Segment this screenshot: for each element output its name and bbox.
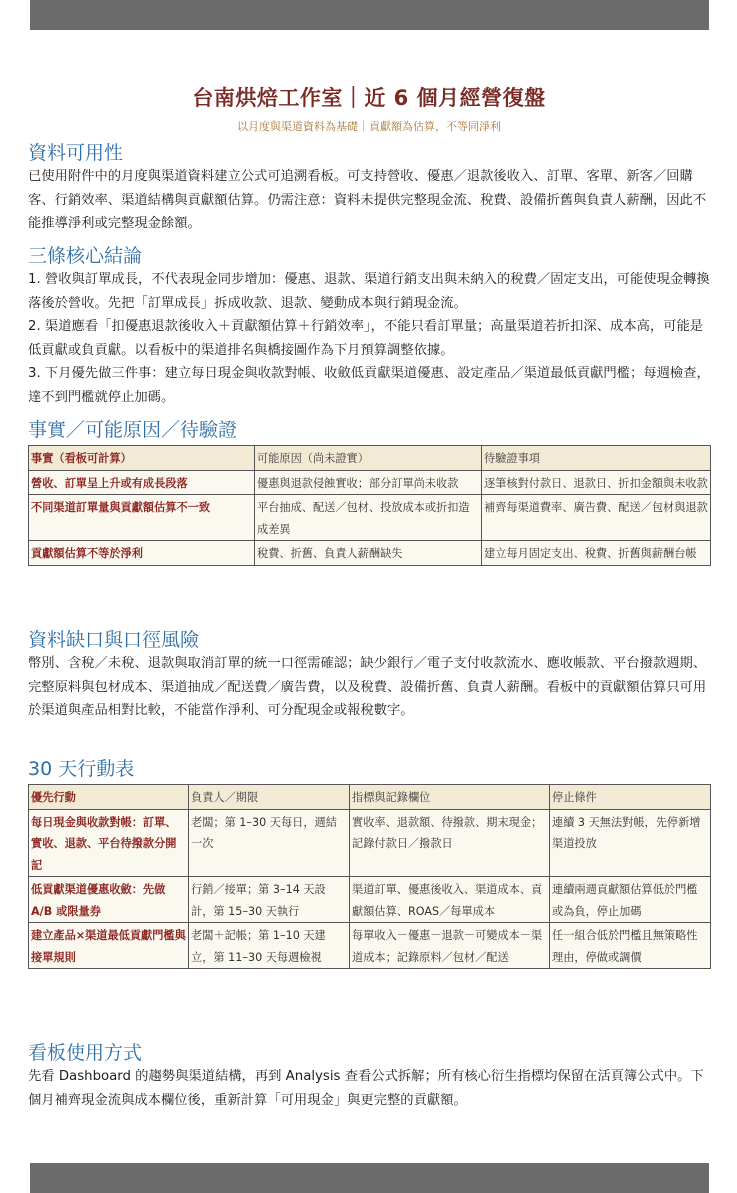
facts-heading: 事實／可能原因／待驗證: [28, 419, 238, 441]
conclusion-item: 1. 營收與訂單成長，不代表現金同步增加：優惠、退款、渠道行銷支出與未納入的稅費／固定支出，可能使現金轉換落後於營收。先把「訂單成長」拆成收款、退款、變動成本與行銷現金流。: [28, 272, 710, 311]
table-header-cell: 指標與記錄欄位: [350, 785, 550, 810]
table-header-cell: 待驗證事項: [482, 446, 711, 471]
actions-table: [28, 784, 711, 969]
table-cell: 任一組合低於門檻且無策略性理由，停做或調價: [550, 923, 711, 969]
document-page: [0, 30, 737, 1163]
table-cell: 老闆＋記帳；第 1–10 天建立，第 11–30 天每週檢視: [189, 923, 350, 969]
table-cell: 實收率、退款額、待撥款、期末現金；記錄付款日／撥款日: [350, 809, 550, 877]
table-cell: 連續 3 天無法對帳，先停新增渠道投放: [550, 809, 711, 877]
table-header-cell: 負責人／期限: [189, 785, 350, 810]
gaps-section: [28, 628, 710, 723]
table-header-cell: 事實（看板可計算）: [29, 446, 255, 471]
table-cell: 建立每月固定支出、稅費、折舊與薪酬台帳: [482, 541, 711, 566]
table-cell: 老闆；第 1–30 天每日，週結一次: [189, 809, 350, 877]
table-row: [29, 470, 711, 495]
conclusion-item: 3. 下月優先做三件事：建立每日現金與收款對帳、收斂低貢獻渠道優惠、設定產品／渠道最低貢獻門檻；每週檢查，達不到門檻就停止加碼。: [28, 366, 710, 405]
gaps-text: 幣別、含稅／未稅、退款與取消訂單的統一口徑需確認；缺少銀行／電子支付收款流水、應收帳款、平台撥款週期、完整原料與包材成本、渠道抽成／配送費／廣告費，以及稅費、設備折舊、負責人薪酬。看板中的貢獻額估算只可用於渠道與產品相對比較，不能當作淨利、可分配現金或報稅數字。: [28, 656, 707, 719]
conclusion-item: 2. 渠道應看「扣優惠退款後收入＋貢獻額估算＋行銷效率」，不能只看訂單量；高量渠道若折扣深、成本高，可能是低貢獻或負貢獻。以看板中的渠道排名與橋接圖作為下月預算調整依據。: [28, 319, 704, 358]
actions-heading: 30 天行動表: [28, 758, 135, 780]
bottom-scroll-bar: [30, 1163, 709, 1193]
table-row: [29, 923, 711, 969]
table-header-cell: 可能原因（尚未證實）: [255, 446, 482, 471]
table-cell: 逐筆核對付款日、退款日、折扣金額與未收款: [482, 470, 711, 495]
table-row: [29, 809, 711, 877]
gaps-heading: 資料缺口與口徑風險: [28, 629, 200, 651]
table-cell: 不同渠道訂單量與貢獻額估算不一致: [29, 495, 255, 541]
table-row: [29, 495, 711, 541]
availability-text: 已使用附件中的月度與渠道資料建立公式可追溯看板。可支持營收、優惠／退款後收入、訂單、客單、新客／回購客、行銷效率、渠道結構與貢獻額估算。仍需注意：資料未提供完整現金流、稅費、設備折舊與負責人薪酬，因此不能推導淨利或完整現金餘額。: [28, 169, 707, 232]
conclusions-section: [28, 244, 710, 410]
table-header-row: [29, 446, 711, 471]
table-row: [29, 877, 711, 923]
table-cell: 貢獻額估算不等於淨利: [29, 541, 255, 566]
usage-text: 先看 Dashboard 的趨勢與渠道結構，再到 Analysis 查看公式拆解；所有核心衍生指標均保留在活頁簿公式中。下個月補齊現金流與成本欄位後，重新計算「可用現金」與更完整的貢獻額。: [28, 1069, 704, 1108]
facts-section: [28, 418, 710, 566]
page-subtitle: 以月度與渠道資料為基礎｜貢獻額為估算，不等同淨利: [237, 120, 501, 133]
table-cell: 行銷／接單；第 3–14 天設計，第 15–30 天執行: [189, 877, 350, 923]
table-cell: 渠道訂單、優惠後收入、渠道成本、貢獻額估算、ROAS／每單成本: [350, 877, 550, 923]
availability-heading: 資料可用性: [28, 142, 124, 164]
usage-section: [28, 1041, 710, 1112]
table-cell: 稅費、折舊、負責人薪酬缺失: [255, 541, 482, 566]
table-row: [29, 541, 711, 566]
table-cell: 補齊每渠道費率、廣告費、配送／包材與退款: [482, 495, 711, 541]
table-cell: 平台抽成、配送／包材、投放成本或折扣造成差異: [255, 495, 482, 541]
table-header-row: [29, 785, 711, 810]
availability-section: [28, 141, 710, 236]
facts-table: [28, 445, 711, 566]
table-cell: 每日現金與收款對帳：訂單、實收、退款、平台待撥款分開記: [29, 809, 189, 877]
table-cell: 連續兩週貢獻額估算低於門檻或為負，停止加碼: [550, 877, 711, 923]
top-scroll-bar: [30, 0, 709, 30]
table-cell: 營收、訂單呈上升或有成長段落: [29, 470, 255, 495]
table-cell: 優惠與退款侵蝕實收；部分訂單尚未收款: [255, 470, 482, 495]
usage-heading: 看板使用方式: [28, 1042, 143, 1064]
table-cell: 每單收入－優惠－退款－可變成本－渠道成本；記錄原料／包材／配送: [350, 923, 550, 969]
table-header-cell: 優先行動: [29, 785, 189, 810]
table-cell: 低貢獻渠道優惠收斂：先做 A/B 或限量券: [29, 877, 189, 923]
table-header-cell: 停止條件: [550, 785, 711, 810]
page-title: 台南烘焙工作室｜近 6 個月經營復盤: [192, 86, 546, 110]
actions-section: [28, 757, 710, 969]
conclusions-heading: 三條核心結論: [28, 245, 143, 267]
table-cell: 建立產品×渠道最低貢獻門檻與接單規則: [29, 923, 189, 969]
